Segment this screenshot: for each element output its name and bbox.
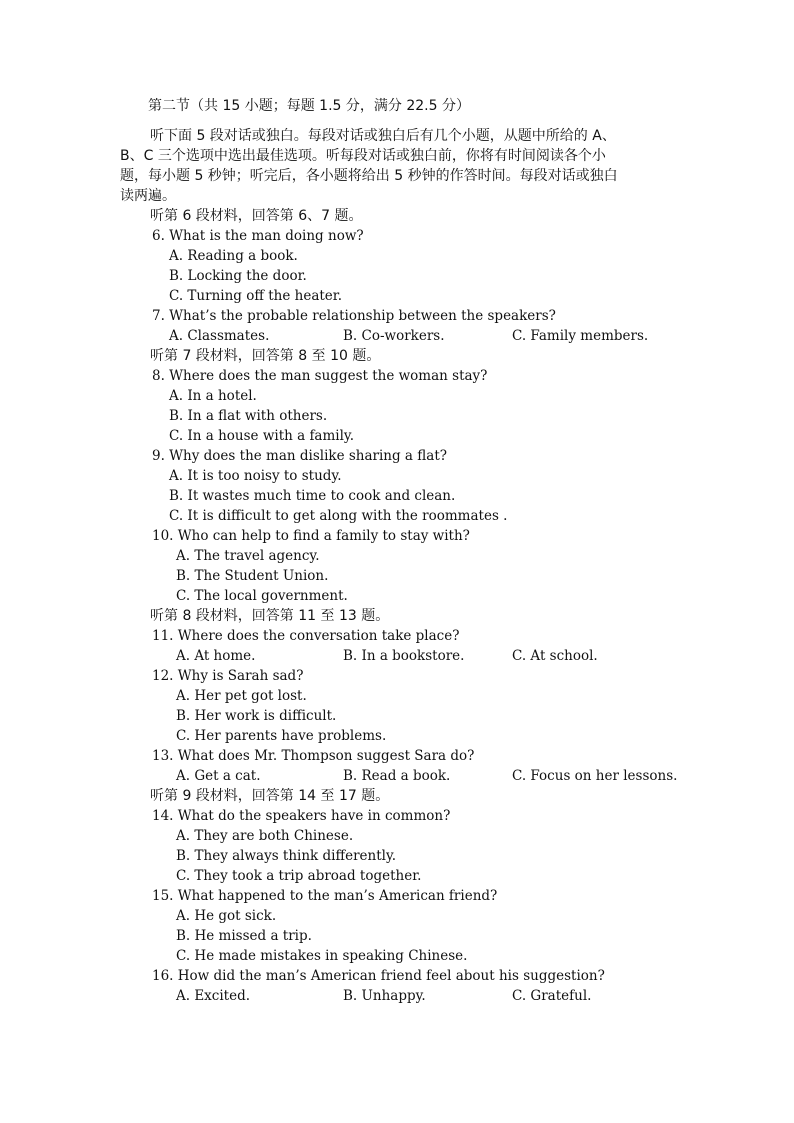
question-16-option-a: A. Excited. bbox=[176, 988, 251, 1004]
question-14-option-a: A. They are both Chinese. bbox=[176, 828, 354, 844]
question-16-option-c: C. Grateful. bbox=[512, 988, 592, 1004]
question-15-option-b: B. He missed a trip. bbox=[176, 928, 312, 944]
question-13-stem: 13. What does Mr. Thompson suggest Sara do? bbox=[152, 748, 475, 764]
instructions-line-2: B、C 三个选项中选出最佳选项。听每段对话或独白前，你将有时间阅读各个小 bbox=[120, 148, 606, 164]
question-11-stem: 11. Where does the conversation take place? bbox=[152, 628, 460, 644]
question-6-option-c: C. Turning off the heater. bbox=[169, 288, 343, 304]
question-10-option-c: C. The local government. bbox=[176, 588, 348, 604]
question-10-option-a: A. The travel agency. bbox=[176, 548, 320, 564]
instructions-line-1: 听下面 5 段对话或独白。每段对话或独白后有几个小题，从题中所给的 A、 bbox=[150, 128, 616, 144]
material-9-header: 听第 9 段材料，回答第 14 至 17 题。 bbox=[150, 788, 390, 804]
question-10-option-b: B. The Student Union. bbox=[176, 568, 329, 584]
question-7-option-b: B. Co-workers. bbox=[343, 328, 445, 344]
question-8-option-a: A. In a hotel. bbox=[169, 388, 257, 404]
material-6-header: 听第 6 段材料，回答第 6、7 题。 bbox=[150, 208, 363, 224]
material-7-header: 听第 7 段材料，回答第 8 至 10 题。 bbox=[150, 348, 381, 364]
question-6-option-a: A. Reading a book. bbox=[169, 248, 298, 264]
question-11-option-a: A. At home. bbox=[176, 648, 256, 664]
question-9-option-c: C. It is difficult to get along with the roommates . bbox=[169, 508, 508, 524]
question-14-option-c: C. They took a trip abroad together. bbox=[176, 868, 422, 884]
question-12-option-a: A. Her pet got lost. bbox=[176, 688, 307, 704]
question-9-option-a: A. It is too noisy to study. bbox=[169, 468, 342, 484]
question-16-option-b: B. Unhappy. bbox=[343, 988, 426, 1004]
question-16-stem: 16. How did the man’s American friend feel about his suggestion? bbox=[152, 968, 605, 984]
question-13-option-b: B. Read a book. bbox=[343, 768, 451, 784]
question-14-option-b: B. They always think differently. bbox=[176, 848, 397, 864]
question-11-option-c: C. At school. bbox=[512, 648, 598, 664]
question-6-option-b: B. Locking the door. bbox=[169, 268, 307, 284]
question-7-stem: 7. What’s the probable relationship between the speakers? bbox=[152, 308, 556, 324]
question-12-stem: 12. Why is Sarah sad? bbox=[152, 668, 304, 684]
question-15-option-c: C. He made mistakes in speaking Chinese. bbox=[176, 948, 468, 964]
question-9-option-b: B. It wastes much time to cook and clean. bbox=[169, 488, 456, 504]
question-11-option-b: B. In a bookstore. bbox=[343, 648, 465, 664]
instructions-line-3: 题，每小题 5 秒钟；听完后，各小题将给出 5 秒钟的作答时间。每段对话或独白 bbox=[120, 168, 618, 184]
question-15-stem: 15. What happened to the man’s American friend? bbox=[152, 888, 498, 904]
question-7-option-a: A. Classmates. bbox=[169, 328, 270, 344]
material-8-header: 听第 8 段材料，回答第 11 至 13 题。 bbox=[150, 608, 390, 624]
question-10-stem: 10. Who can help to find a family to stay with? bbox=[152, 528, 470, 544]
question-8-option-c: C. In a house with a family. bbox=[169, 428, 355, 444]
question-12-option-b: B. Her work is difficult. bbox=[176, 708, 337, 724]
instructions-line-4: 读两遍。 bbox=[120, 188, 176, 204]
question-14-stem: 14. What do the speakers have in common? bbox=[152, 808, 451, 824]
question-7-option-c: C. Family members. bbox=[512, 328, 649, 344]
question-13-option-a: A. Get a cat. bbox=[176, 768, 261, 784]
question-9-stem: 9. Why does the man dislike sharing a flat? bbox=[152, 448, 447, 464]
question-8-option-b: B. In a flat with others. bbox=[169, 408, 328, 424]
question-15-option-a: A. He got sick. bbox=[176, 908, 277, 924]
section-title: 第二节（共 15 小题；每题 1.5 分，满分 22.5 分） bbox=[148, 98, 470, 114]
question-8-stem: 8. Where does the man suggest the woman stay? bbox=[152, 368, 488, 384]
question-13-option-c: C. Focus on her lessons. bbox=[512, 768, 678, 784]
question-12-option-c: C. Her parents have problems. bbox=[176, 728, 387, 744]
question-6-stem: 6. What is the man doing now? bbox=[152, 228, 364, 244]
